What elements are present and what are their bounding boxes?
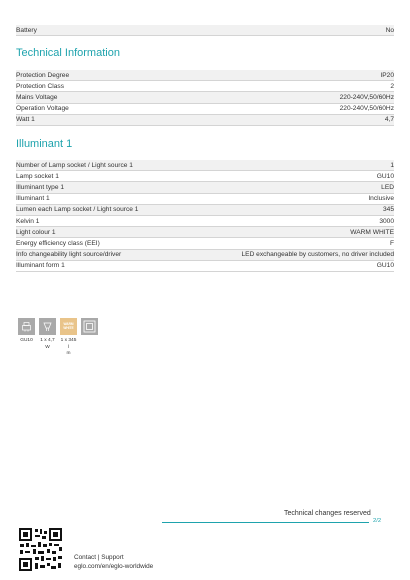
table-row (16, 81, 394, 92)
row-value: 4,7 (384, 116, 394, 124)
row-value: F (389, 239, 394, 247)
row-value: 345 (382, 206, 394, 214)
icon-caption: 1 x 345 l m (60, 338, 77, 356)
table-row (16, 205, 394, 216)
row-label: Battery (16, 26, 37, 34)
table-row (16, 194, 394, 205)
row-label: Illuminant form 1 (16, 262, 65, 270)
row-value: No (385, 26, 394, 34)
icon-col-socket (18, 318, 35, 358)
pictogram-row (18, 318, 98, 358)
row-value: 220-240V,50/60Hz (339, 93, 394, 101)
row-label: Protection Class (16, 82, 65, 90)
row-value: LED exchangeable by customers, no driver included (241, 251, 394, 259)
table-row (16, 92, 394, 103)
row-value: 220-240V,50/60Hz (339, 105, 394, 113)
footer-divider (162, 522, 369, 523)
row-value: 1 (390, 161, 394, 169)
row-label: Lumen each Lamp socket / Light source 1 (16, 206, 139, 214)
row-label: Watt 1 (16, 116, 35, 124)
icon-col-lumen (60, 318, 77, 358)
qr-code-icon (18, 527, 63, 572)
row-value: LED (381, 183, 394, 191)
warm-label: WARM (63, 321, 74, 326)
battery-table (16, 25, 394, 36)
row-label: Illuminant 1 (16, 195, 50, 203)
row-label: Lamp socket 1 (16, 172, 59, 180)
row-value: 2 (390, 82, 394, 90)
section-title-illuminant: Illuminant 1 (16, 138, 73, 150)
page-number: 2/2 (373, 518, 382, 524)
website-link[interactable]: eglo.com/en/eglo-worldwide (74, 562, 154, 570)
table-row (16, 70, 394, 81)
row-value: Inclusive (368, 195, 394, 203)
table-row (16, 261, 394, 272)
lamp-socket-icon (18, 318, 35, 335)
watt-icon (39, 318, 56, 335)
table-row (16, 227, 394, 238)
technical-table (16, 70, 394, 126)
row-value: WARM WHITE (350, 228, 394, 236)
table-row (16, 115, 394, 126)
row-label: Illuminant type 1 (16, 183, 65, 191)
icon-col-watt (39, 318, 56, 358)
row-label: Energy efficiency class (EEI) (16, 239, 100, 247)
row-label: Mains Voltage (16, 93, 58, 101)
illuminant-table (16, 160, 394, 272)
row-label: Light colour 1 (16, 228, 56, 236)
table-row (16, 160, 394, 171)
contact-block (74, 554, 153, 571)
row-label: Operation Voltage (16, 105, 69, 113)
table-row (16, 182, 394, 193)
table-row (16, 171, 394, 182)
section-title-technical: Technical Information (16, 47, 120, 59)
icon-col-protection (81, 318, 98, 358)
row-value: IP20 (380, 71, 394, 79)
row-value: 3000 (379, 217, 394, 225)
protection-class-icon (81, 318, 98, 335)
row-label: Protection Degree (16, 71, 70, 79)
row-label: Info changeability light source/driver (16, 251, 122, 259)
table-row (16, 25, 394, 36)
table-row (16, 250, 394, 261)
row-label: Number of Lamp socket / Light source 1 (16, 161, 133, 169)
icon-caption: GU10 (20, 338, 33, 343)
row-value: GU10 (376, 262, 394, 270)
technical-changes-note: Technical changes reserved (284, 510, 371, 517)
table-row (16, 104, 394, 115)
lumen-icon (60, 318, 77, 335)
white-label: WHITE (63, 325, 74, 330)
row-value: GU10 (376, 172, 394, 180)
row-label: Kelvin 1 (16, 217, 40, 225)
icon-caption: 1 x 4,7 W (40, 338, 55, 350)
table-row (16, 238, 394, 249)
contact-support-link[interactable]: Contact | Support (74, 554, 124, 561)
table-row (16, 216, 394, 227)
